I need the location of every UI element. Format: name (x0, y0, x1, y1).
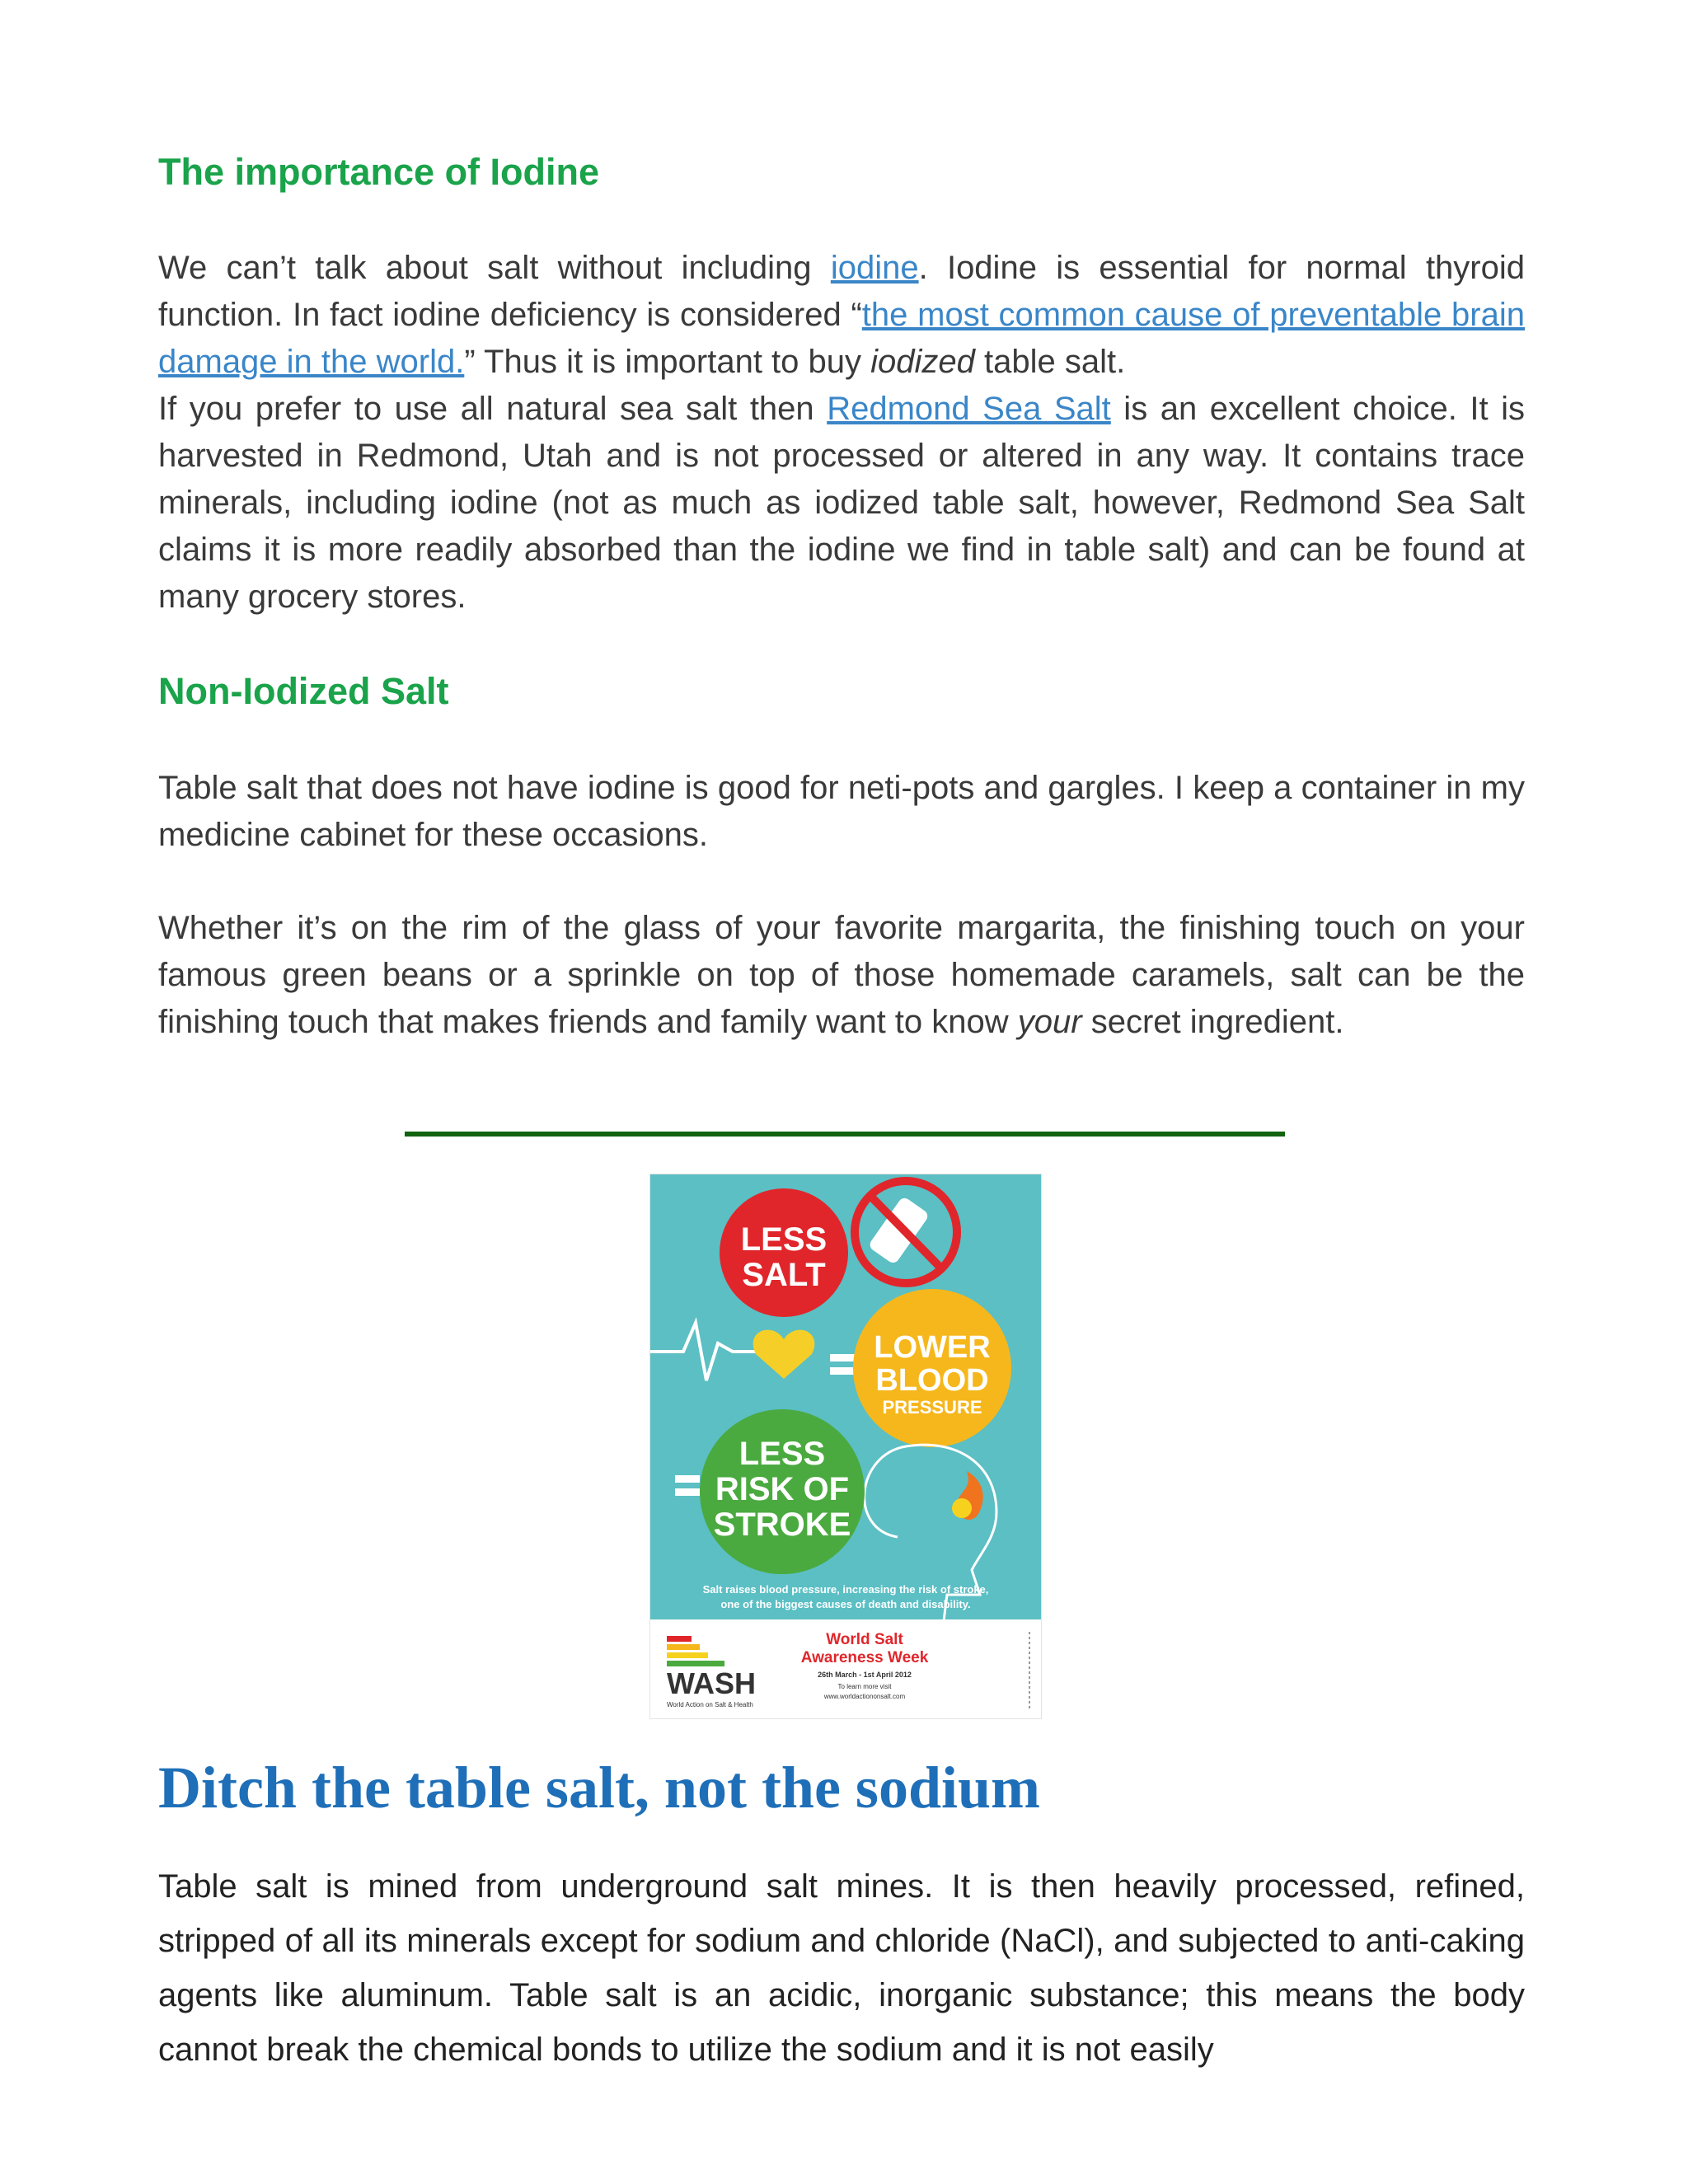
divider-rule (405, 1132, 1285, 1137)
stroke-text-2: RISK OF (715, 1471, 850, 1507)
poster-dates: 26th March - 1st April 2012 (818, 1671, 912, 1679)
text: table salt. (974, 344, 1126, 380)
heading-importance-of-iodine: The importance of Iodine (158, 151, 600, 193)
heading-non-iodized-salt: Non-Iodized Salt (158, 670, 449, 712)
world-salt-text: World Salt (826, 1631, 903, 1648)
paragraph-iodine (158, 245, 1525, 386)
poster-caption-2: one of the biggest causes of death and disability. (720, 1598, 971, 1610)
paragraph-neti-pots: Table salt that does not have iodine is good for neti-pots and gargles. I keep a container in my medicine cabinet for these occasions. (158, 770, 1525, 853)
paragraph-table-salt: Table salt is mined from underground salt mines. It is then heavily processed, refined, stripped of all its minerals except for sodium and chloride (NaCl), and subjected to anti-caking agents like aluminum. Table salt is an acidic, inorganic substance; this means the body cannot break the chemical bonds to utilize the sodium and it is not easily (158, 1868, 1525, 2068)
text: secret ingredient. (1081, 1004, 1344, 1040)
paragraph-redmond (158, 386, 1525, 621)
stroke-text-3: STROKE (713, 1507, 851, 1543)
salt-awareness-poster (649, 1174, 1042, 1719)
equals-sign-icon (830, 1354, 855, 1361)
text: is an excellent choice. It is harvested in Redmond, Utah and is not processed or altered in any way. It contains trace minerals, including iodine (not as much as iodized table salt, however, Redmond Sea Salt claims it is more readily absorbed than the iodine we find in table salt) and can be found at many grocery stores. (158, 391, 1526, 615)
text: ” Thus it is important to buy (464, 344, 871, 380)
text: We can’t talk about salt without including (158, 250, 831, 286)
lower-text-1: LOWER (874, 1330, 991, 1365)
link-redmond-sea-salt[interactable]: Redmond Sea Salt (827, 391, 1111, 427)
equals-sign-icon (675, 1488, 700, 1496)
stroke-text-1: LESS (738, 1436, 826, 1472)
poster-url: www.worldactiononsalt.com (823, 1693, 906, 1700)
emphasis-your: your (1017, 1004, 1082, 1040)
wash-logo-text: WASH (667, 1666, 756, 1700)
text: . Iodine is essential for normal thyroid function. In fact iodine deficiency is considered “ (158, 250, 1525, 333)
poster-graphic (650, 1174, 1041, 1718)
text: If you prefer to use all natural sea salt then (158, 391, 828, 427)
heading-ditch-table-salt: Ditch the table salt, not the sodium (158, 1755, 1041, 1821)
less-salt-text-1: LESS (740, 1221, 828, 1258)
lower-text-2: BLOOD (875, 1363, 989, 1398)
poster-caption-1: Salt raises blood pressure, increasing the risk of stroke, (702, 1583, 989, 1596)
equals-sign-icon (675, 1475, 700, 1483)
poster-learn-more: To learn more visit (837, 1683, 892, 1690)
equals-sign-icon (830, 1367, 855, 1375)
wash-logo (667, 1636, 756, 1708)
wash-logo-subtext: World Action on Salt & Health (667, 1701, 753, 1708)
link-iodine[interactable]: iodine (830, 250, 919, 286)
text: Whether it’s on the rim of the glass of your favorite margarita, the finishing touch on your famous green beans or a sprinkle on top of those homemade caramels, salt can be the finishing touch that makes friends and family want to know (158, 910, 1525, 1040)
link-brain-damage[interactable]: the most common cause of preventable brain damage in the world. (158, 297, 1525, 380)
lower-text-3: PRESSURE (882, 1397, 982, 1418)
less-salt-text-2: SALT (742, 1257, 826, 1293)
paragraph-margarita (158, 905, 1525, 1046)
emphasis-iodized: iodized (870, 344, 975, 380)
awareness-week-text: Awareness Week (800, 1649, 929, 1666)
